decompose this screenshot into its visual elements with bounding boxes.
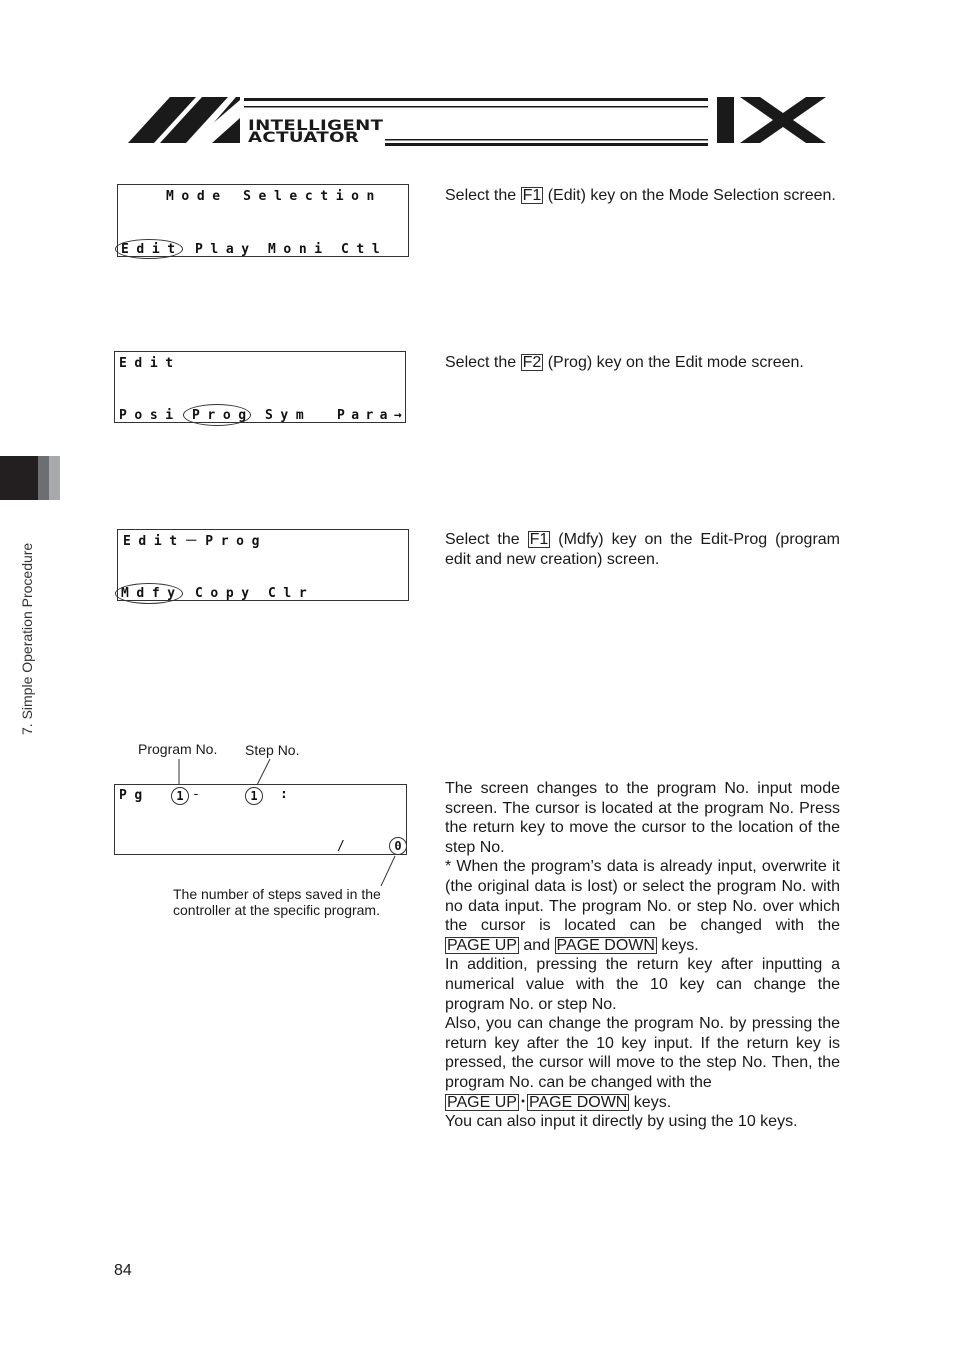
caption-line2: controller at the specific program. [173, 902, 380, 918]
step-count: 0 [389, 837, 407, 855]
lcd-title: Edit [119, 356, 181, 371]
page-down-key: PAGE DOWN [528, 1093, 628, 1111]
step4-p4: Also, you can change the program No. by pressing the return key after the 10 key input. If the return key is pressed, the cursor will move to the step No. Then, the program No. can be changed with the PAGE UP ･ PAGE DOWN keys. [445, 1015, 840, 1111]
chapter-label: 7. Simple Operation Procedure [19, 542, 35, 735]
lcd-f3: Sym [265, 408, 312, 423]
lcd-f4: Para→ [337, 408, 409, 423]
lcd-f3: Moni [268, 242, 330, 257]
cursor-program-no: 1 [171, 787, 189, 805]
logo-line2: ACTUATOR [248, 130, 360, 146]
step4-p1: The screen changes to the program No. input mode screen. The cursor is located at the program No. Press the return key to move the cursor to the location of the step No. [445, 780, 840, 856]
page-down-key: PAGE DOWN [556, 936, 655, 954]
step4-p3: In addition, pressing the return key after inputting a numerical value with the 10 key can change the program No. or step No. [445, 956, 840, 1013]
page-number: 84 [114, 1262, 132, 1279]
step2-text: Select the F2 (Prog) key on the Edit mode screen. [445, 354, 804, 371]
lcd-f1: Edit [121, 242, 183, 257]
label-program-no: Program No. [138, 741, 218, 757]
lcd-slash: / [337, 839, 353, 854]
lcd-f3: Clr [268, 586, 315, 601]
lcd-title: Edit－Prog [123, 534, 268, 549]
logo-line1: INTELLIGENT [248, 118, 384, 134]
step-no-value: 1 [245, 787, 263, 805]
caption-line1: The number of steps saved in the [173, 886, 381, 902]
lcd-f2: Prog [192, 408, 254, 423]
lcd-title: Mode Selection [166, 189, 382, 204]
lcd-prefix: Pg [119, 788, 150, 803]
step4-text [445, 779, 840, 1132]
lcd-f1: Posi [119, 408, 181, 423]
lcd-f4: Ctl [341, 242, 388, 257]
f1-key: F1 [529, 531, 549, 548]
step4-p2: * When the program’s data is already input, overwrite it (the original data is lost) or select the program No. with no data input. The program No. or step No. over which the cursor is located can be changed with the PAGE UP and PAGE DOWN keys. [445, 858, 840, 954]
step4-p5: You can also input it directly by using the 10 keys. [445, 1113, 798, 1131]
f2-key: F2 [522, 354, 542, 371]
lcd-f1: Mdfy [121, 586, 183, 601]
page-up-key: PAGE UP [447, 936, 517, 954]
lcd-dash: - [192, 787, 208, 802]
step3-text: Select the F1 (Mdfy) key on the Edit-Prog (program edit and new creation) screen. [445, 531, 840, 568]
step1-text: Select the F1 (Edit) key on the Mode Selection screen. [445, 187, 836, 204]
page-up-key: PAGE UP [447, 1093, 517, 1111]
lcd-f2: Play [195, 242, 257, 257]
lcd-colon: : [280, 787, 296, 802]
f1-key: F1 [522, 187, 542, 204]
lcd-f2: Copy [195, 586, 257, 601]
label-step-no: Step No. [245, 742, 300, 758]
lcd-program-input [114, 784, 407, 855]
